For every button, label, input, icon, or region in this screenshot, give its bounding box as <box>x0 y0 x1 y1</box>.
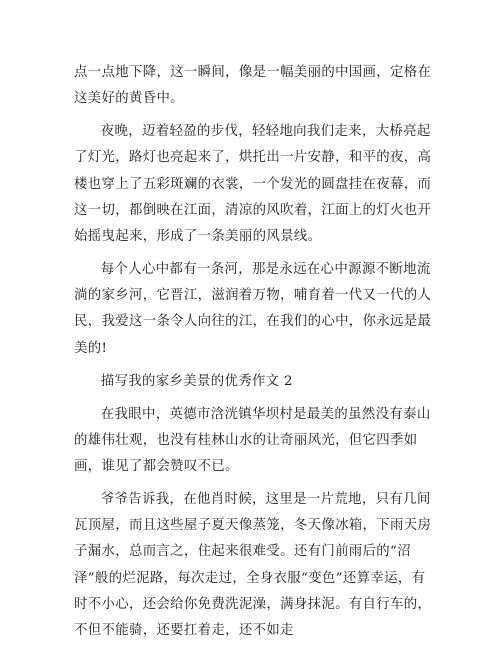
paragraph-5: 爷爷告诉我，在他肖时候，这里是一片荒地，只有几间瓦顶屋，而且这些屋子夏天像蒸笼，冬天像冰箱，下雨天房子漏水，总而言之，住起来很难受。还有门前雨后的“沼泽”般的烂泥路，每次走过，全身衣服“变色”还算幸运，有时不小心，还会给你免费洗泥澡，满身抹泥。有自行车的，不但不能骑，还要扛着走，还不如走 <box>74 492 432 639</box>
paragraph-3: 每个人心中都有一条河，那是永远在心中源源不断地流淌的家乡河，它晋江，滋润着万物，哺育着一代又一代的人民，我爱这一条令人向往的江，在我们的心中，你永远是最美的! <box>74 262 432 356</box>
document-body <box>74 60 432 651</box>
essay-heading: 描写我的家乡美景的优秀作文 2 <box>100 373 293 389</box>
paragraph-4: 在我眼中，英德市浛洸镇华坝村是最美的虽然没有泰山的雄伟壮观，也没有桂林山水的让奇丽风光，但它四季如画，谁见了都会赞叹不已。 <box>74 406 431 475</box>
paragraph-2: 夜晚，迈着轻盈的步伐，轻轻地向我们走来，大桥亮起了灯光，路灯也亮起来了，烘托出一片安静，和平的夜，高楼也穿上了五彩斑斓的衣裳，一个发光的圆盘挂在夜幕，而这一切，都倒映在江面，清凉的风吹着，江面上的灯火也开始摇曳起来，形成了一条美丽的风景线。 <box>74 124 432 245</box>
paragraph-1: 点一点地下降，这一瞬间，像是一幅美丽的中国画，定格在这美好的黄昏中。 <box>74 65 432 107</box>
